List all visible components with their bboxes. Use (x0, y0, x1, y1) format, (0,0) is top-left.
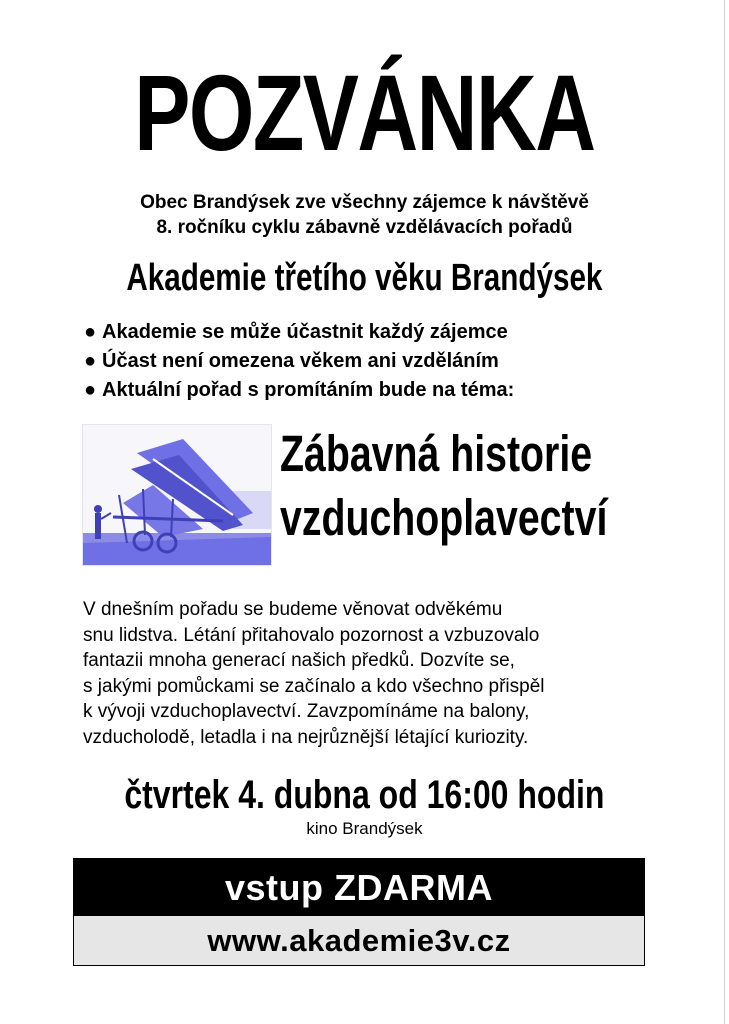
bullet-icon: ● (84, 350, 97, 372)
bullet-icon: ● (84, 379, 97, 401)
website-link[interactable]: www.akademie3v.cz (74, 916, 644, 965)
invitation-intro (0, 190, 729, 240)
description-line: vzducholodě, letadla i na nejrůznější létající kuriozity. (83, 726, 529, 748)
intro-line: 8. ročníku cyklu zábavně vzdělávacích pořadů (156, 217, 573, 238)
topic-line: vzduchoplavectví (280, 489, 608, 546)
info-bullet-list (84, 318, 514, 405)
description-line: V dnešním pořadu se budeme věnovat odvěkému (83, 599, 503, 620)
topic-line: Zábavná historie (280, 425, 593, 482)
event-venue: kino Brandýsek (306, 819, 423, 838)
event-datetime: čtvrtek 4. dubna od 16:00 hodin (124, 773, 605, 817)
page-title: POZVÁNKA (134, 52, 595, 173)
list-item (84, 347, 514, 376)
description-line: k vývoji vzduchoplavectví. Zavzpomínáme na balony, (83, 701, 530, 722)
bullet-icon: ● (84, 321, 97, 343)
entry-box (73, 858, 645, 966)
description-line: fantazii mnoha generací našich předků. Dozvíte se, (83, 650, 515, 671)
bullet-text: Aktuální pořad s promítáním bude na téma: (102, 379, 515, 401)
academy-name: Akademie třetího věku Brandýsek (126, 257, 603, 299)
biplane-illustration (83, 425, 271, 565)
bullet-text: Účast není omezena věkem ani vzděláním (102, 350, 499, 372)
page-edge-line (724, 0, 725, 1024)
airplane-photo (82, 424, 272, 566)
program-description (83, 597, 544, 750)
free-entry-banner: vstup ZDARMA (74, 859, 644, 916)
description-line: snu lidstva. Létání přitahovalo pozornost a vzbuzovalo (83, 624, 540, 646)
list-item (84, 376, 514, 405)
intro-line: Obec Brandýsek zve všechny zájemce k návštěvě (140, 192, 589, 213)
bullet-text: Akademie se může účastnit každý zájemce (102, 321, 508, 343)
list-item (84, 318, 514, 347)
program-topic (280, 422, 607, 550)
description-line: s jakými pomůckami se začínalo a kdo všechno přispěl (83, 675, 545, 697)
